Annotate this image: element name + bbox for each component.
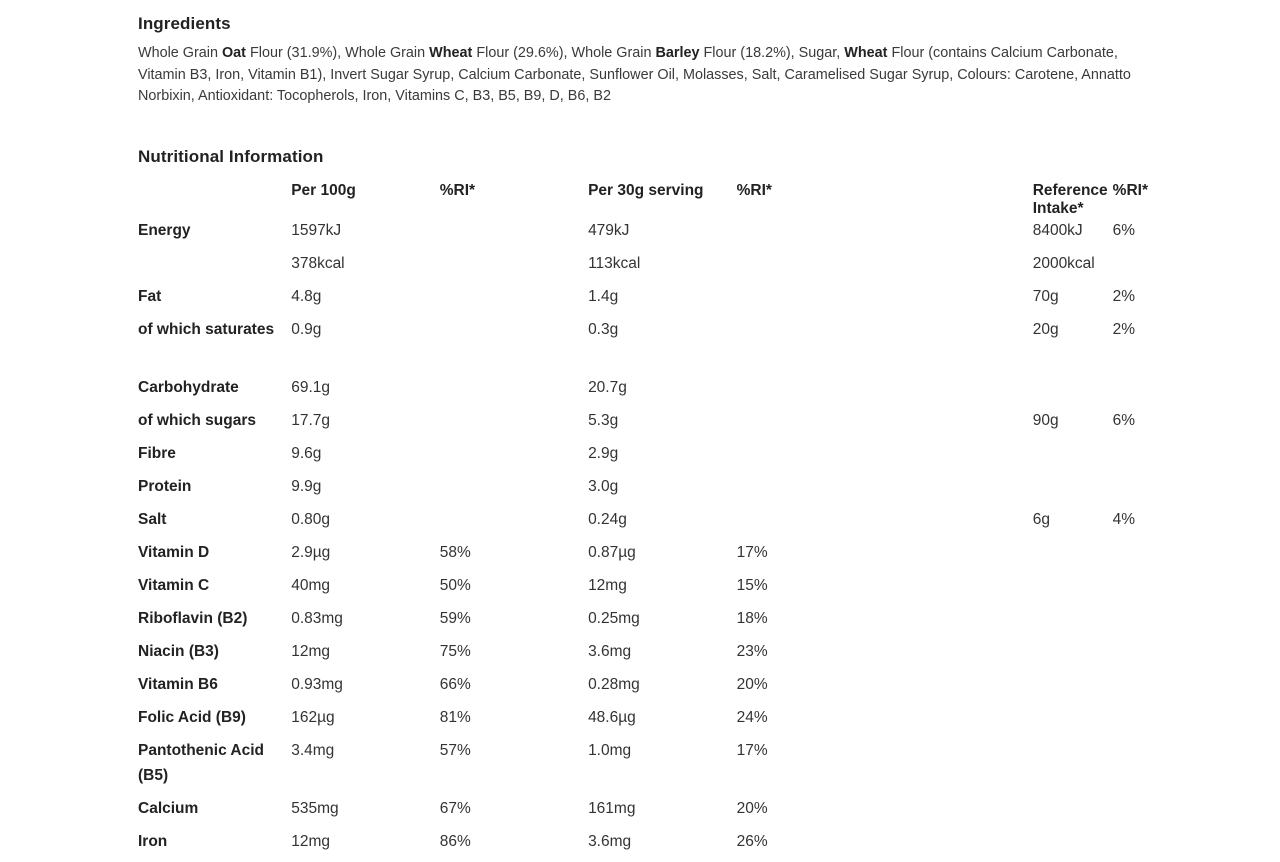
nutrient-value	[737, 408, 885, 441]
nutrient-value: 0.24g	[588, 510, 627, 528]
nutrient-value	[1113, 639, 1148, 672]
nutrient-value: 8400kJ	[1032, 221, 1083, 239]
nutrient-value: 1.0mg	[588, 741, 632, 759]
nutrition-row	[138, 251, 1148, 284]
nutrition-row	[138, 284, 1148, 317]
column-header: %RI*	[736, 181, 772, 199]
nutrient-value: 3.6mg	[588, 832, 632, 850]
nutrient-value	[1113, 375, 1148, 408]
nutrient-value: 4%	[1112, 510, 1136, 528]
ingredients-list	[138, 43, 1148, 108]
nutrition-row	[138, 606, 1148, 639]
column-header	[138, 177, 291, 218]
nutrient-value	[1113, 573, 1148, 606]
ingredients-heading: Ingredients	[138, 14, 231, 33]
nutrition-row	[138, 408, 1148, 441]
nutrient-value	[440, 375, 588, 408]
nutrient-label: Vitamin C	[138, 576, 210, 594]
nutrition-row	[138, 507, 1148, 540]
nutrient-value	[737, 474, 885, 507]
nutrient-value: 67%	[439, 799, 471, 817]
nutrient-value	[440, 251, 588, 284]
nutrient-value: 3.6mg	[588, 642, 632, 660]
nutrient-value: 59%	[439, 609, 471, 627]
nutrient-label: of which sugars	[138, 411, 256, 429]
nutrient-value	[440, 441, 588, 474]
column-header: Per 30g serving	[588, 181, 704, 199]
nutrient-value	[737, 317, 885, 375]
nutrient-value	[1113, 540, 1148, 573]
nutrient-value	[1033, 738, 1113, 796]
nutrient-value	[737, 218, 885, 251]
nutrient-label	[138, 251, 291, 284]
nutrient-value: 6%	[1112, 221, 1136, 239]
nutrient-value	[1033, 606, 1113, 639]
nutrient-value: 3.4mg	[291, 741, 335, 759]
nutrient-value	[440, 317, 588, 375]
nutrition-row	[138, 573, 1148, 606]
product-info	[138, 14, 1148, 862]
nutrient-label: Protein	[138, 477, 192, 495]
nutrient-value	[1033, 672, 1113, 705]
column-header: Reference Intake*	[1032, 181, 1108, 217]
nutrient-value: 0.28mg	[588, 675, 640, 693]
ingredient-text: Flour (31.9%), Whole Grain	[245, 45, 430, 61]
nutrient-value: 378kcal	[291, 254, 345, 272]
nutrition-row	[138, 540, 1148, 573]
nutrient-value: 9.6g	[291, 444, 322, 462]
ingredient-text: Flour (29.6%), Whole Grain	[472, 45, 656, 61]
nutrient-value	[885, 218, 1033, 251]
nutrient-value	[737, 284, 885, 317]
nutrient-value: 1.4g	[588, 287, 619, 305]
nutrition-row	[138, 441, 1148, 474]
nutrient-value: 0.80g	[291, 510, 330, 528]
nutrient-value: 69.1g	[291, 378, 330, 396]
nutrient-value: 162µg	[291, 708, 335, 726]
allergen-text: Wheat	[429, 45, 473, 61]
nutrient-value	[885, 474, 1033, 507]
nutrient-value: 2%	[1112, 320, 1136, 338]
nutrient-value: 9.9g	[291, 477, 322, 495]
nutrient-value: 12mg	[291, 642, 330, 660]
nutrient-value: 161mg	[588, 799, 636, 817]
nutrient-value: 6g	[1032, 510, 1050, 528]
nutrient-value: 0.83mg	[291, 609, 343, 627]
nutrient-value	[885, 738, 1033, 796]
nutrient-value	[885, 639, 1033, 672]
nutrient-value: 17.7g	[291, 411, 330, 429]
nutrient-value	[440, 284, 588, 317]
nutrition-row	[138, 474, 1148, 507]
nutrient-label: Salt	[138, 510, 167, 528]
nutrient-value: 20%	[736, 799, 768, 817]
nutrient-value	[1033, 375, 1113, 408]
nutrition-row	[138, 705, 1148, 738]
nutrient-value	[1113, 251, 1148, 284]
nutrient-value: 2000kcal	[1032, 254, 1095, 272]
nutrient-value: 40mg	[291, 576, 330, 594]
nutrient-value: 81%	[439, 708, 471, 726]
nutrition-header-row	[138, 177, 1148, 218]
nutrient-value	[885, 375, 1033, 408]
nutrient-value: 20.7g	[588, 378, 627, 396]
nutrient-value	[1113, 606, 1148, 639]
nutrient-label: of which saturates	[138, 320, 275, 338]
ingredient-text: Whole Grain	[138, 45, 222, 61]
nutrient-value	[885, 540, 1033, 573]
allergen-text: Oat	[221, 45, 246, 61]
nutrient-value	[1113, 441, 1148, 474]
nutrient-value	[885, 441, 1033, 474]
nutrient-label: Calcium	[138, 799, 199, 817]
nutrient-value: 15%	[736, 576, 768, 594]
nutrient-value	[1113, 796, 1148, 829]
nutrient-value: 90g	[1032, 411, 1059, 429]
nutrient-value: 4.8g	[291, 287, 322, 305]
column-header: Per 100g	[291, 181, 356, 199]
nutrition-row	[138, 375, 1148, 408]
nutrient-label: Carbohydrate	[138, 378, 239, 396]
nutrient-value	[737, 251, 885, 284]
nutrition-row	[138, 218, 1148, 251]
nutrition-row	[138, 317, 1148, 375]
nutrient-value: 113kcal	[588, 254, 641, 272]
column-header	[885, 177, 1033, 218]
nutrient-value: 24%	[736, 708, 768, 726]
nutrient-value	[440, 507, 588, 540]
nutrient-label: Iron	[138, 832, 168, 850]
nutrient-label: Folic Acid (B9)	[138, 708, 246, 726]
nutrient-value: 58%	[439, 543, 471, 561]
nutrient-value	[440, 218, 588, 251]
nutrient-value: 17%	[736, 543, 768, 561]
nutrient-value	[737, 375, 885, 408]
nutrient-value: 1597kJ	[291, 221, 342, 239]
nutrient-label: Pantothenic Acid (B5)	[138, 741, 265, 784]
nutrient-value	[885, 573, 1033, 606]
nutrient-value: 0.9g	[291, 320, 322, 338]
nutrient-value	[1033, 796, 1113, 829]
nutrient-value: 2.9g	[588, 444, 619, 462]
nutrient-value	[737, 441, 885, 474]
nutrient-value	[1033, 639, 1113, 672]
nutrient-value: 70g	[1032, 287, 1059, 305]
nutrient-label: Fibre	[138, 444, 176, 462]
nutrient-value	[440, 408, 588, 441]
nutrient-value	[885, 829, 1033, 862]
nutrient-value	[1113, 705, 1148, 738]
nutrient-label: Riboflavin (B2)	[138, 609, 248, 627]
nutrient-value: 66%	[439, 675, 471, 693]
allergen-text: Barley	[655, 45, 700, 61]
nutrient-value: 18%	[736, 609, 768, 627]
allergen-text: Wheat	[844, 45, 888, 61]
nutrition-row	[138, 672, 1148, 705]
nutrient-label: Vitamin D	[138, 543, 210, 561]
column-header: %RI*	[439, 181, 476, 199]
nutrition-heading: Nutritional Information	[138, 146, 324, 166]
nutrient-value: 2.9µg	[291, 543, 331, 561]
nutrient-value	[737, 507, 885, 540]
nutrient-value	[440, 474, 588, 507]
nutrient-value	[885, 284, 1033, 317]
nutrient-value: 12mg	[291, 832, 330, 850]
nutrient-value: 0.25mg	[588, 609, 640, 627]
nutrient-label: Fat	[138, 287, 162, 305]
nutrient-value	[885, 705, 1033, 738]
nutrition-row	[138, 796, 1148, 829]
nutrient-value: 86%	[439, 832, 471, 850]
nutrient-label: Vitamin B6	[138, 675, 218, 693]
nutrient-value: 0.87µg	[588, 543, 636, 561]
nutrient-value: 6%	[1112, 411, 1136, 429]
nutrient-value: 75%	[439, 642, 471, 660]
nutrient-value: 12mg	[588, 576, 627, 594]
nutrient-value: 57%	[439, 741, 471, 759]
nutrient-value: 535mg	[291, 799, 339, 817]
nutrient-value: 23%	[736, 642, 768, 660]
nutrient-value: 5.3g	[588, 411, 619, 429]
nutrient-value: 26%	[736, 832, 768, 850]
nutrient-value	[885, 606, 1033, 639]
nutrient-value: 20%	[736, 675, 768, 693]
nutrient-value	[1113, 474, 1148, 507]
nutrient-value	[885, 507, 1033, 540]
nutrient-value: 0.93mg	[291, 675, 343, 693]
nutrition-row	[138, 738, 1148, 796]
nutrient-value	[1113, 738, 1148, 796]
nutrient-value	[1033, 474, 1113, 507]
ingredient-text: Flour (18.2%), Sugar,	[699, 45, 845, 61]
nutrient-value	[1033, 540, 1113, 573]
nutrient-value	[1033, 829, 1113, 862]
nutrient-value	[885, 408, 1033, 441]
nutrient-value: 3.0g	[588, 477, 619, 495]
column-header: %RI*	[1112, 181, 1148, 199]
nutrient-value	[885, 251, 1033, 284]
nutrient-value	[885, 672, 1033, 705]
nutrient-value	[1033, 705, 1113, 738]
nutrient-value	[885, 317, 1033, 375]
nutrient-value: 2%	[1112, 287, 1136, 305]
nutrient-value: 479kJ	[588, 221, 630, 239]
nutrient-value: 0.3g	[588, 320, 619, 338]
nutrient-label: Energy	[138, 221, 191, 239]
nutrient-value: 50%	[439, 576, 471, 594]
nutrient-value	[1113, 672, 1148, 705]
nutrient-label: Niacin (B3)	[138, 642, 219, 660]
nutrition-row	[138, 829, 1148, 862]
nutrient-value	[1033, 573, 1113, 606]
nutrition-row	[138, 639, 1148, 672]
nutrient-value	[885, 796, 1033, 829]
ingredient-text: Flour (contains Calcium Carbonate, Vitamin B3, Iron, Vitamin B1), Invert Sugar Syrup, Calcium Carbonate, Sunflower Oil, Molasses, Salt, Caramelised Sugar Syrup, Colours: Carotene, Annatto Norbixin, Antioxidant: Tocopherols, Iron, Vitamins C, B3, B5, B9, D, B6, B2	[138, 45, 1131, 104]
nutrition-table	[138, 177, 1148, 862]
nutrient-value: 20g	[1032, 320, 1059, 338]
nutrient-value: 48.6µg	[588, 708, 636, 726]
nutrient-value: 17%	[736, 741, 768, 759]
nutrient-value	[1113, 829, 1148, 862]
nutrient-value	[1033, 441, 1113, 474]
